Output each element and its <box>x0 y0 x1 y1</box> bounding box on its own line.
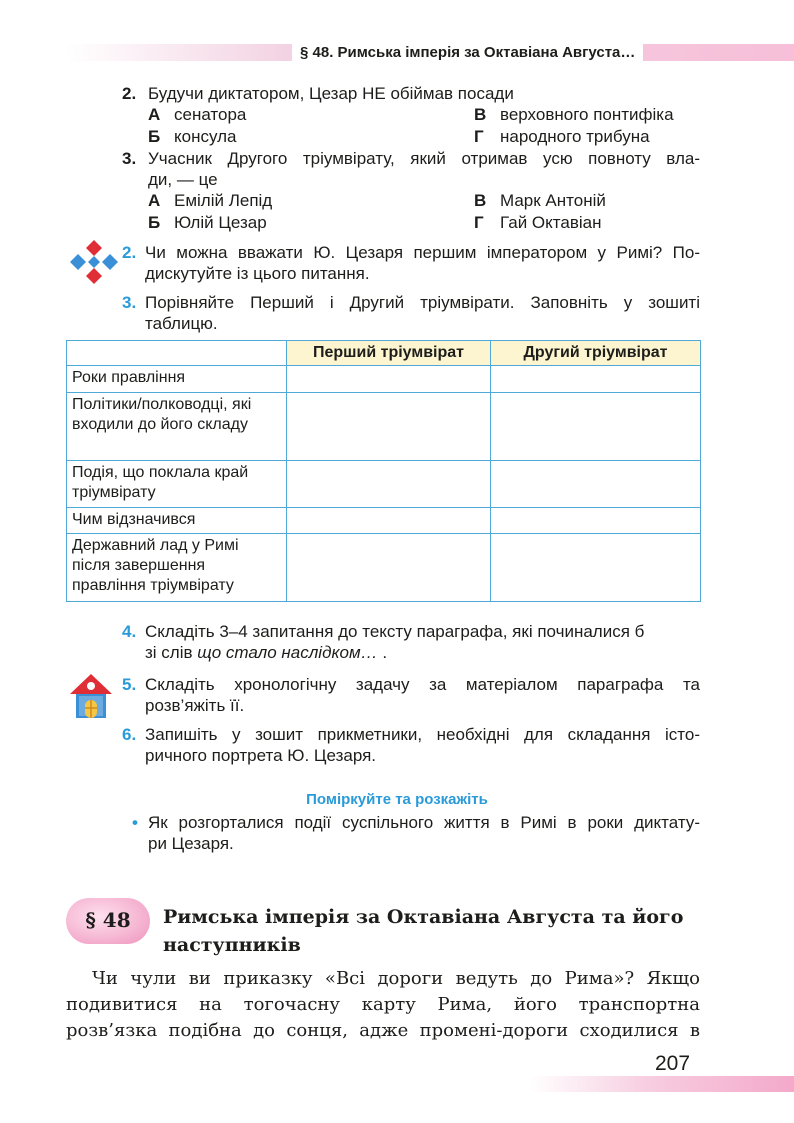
diamond-cluster-icon <box>64 238 120 286</box>
table-header-row <box>67 341 701 366</box>
task-number: 3. <box>122 293 137 312</box>
table-cell <box>491 393 701 461</box>
table-cell <box>287 393 491 461</box>
answer-option: Б Юлій Цезар <box>148 213 267 232</box>
answer-option: Г Гай Октавіан <box>474 213 602 232</box>
body-line: розв’язка подібна до сонця, адже промені-дороги сходилися в <box>66 1020 700 1041</box>
table-row-label: Державний лад у Римі після завершення правління тріумвірату <box>67 534 287 602</box>
task-text: Чи можна вважати Ю. Цезаря першим імператором у Римі? По- <box>145 243 700 262</box>
discussion-text: ри Цезаря. <box>148 834 234 853</box>
paragraph-title-line: Римська імперія за Октавіана Августа та його <box>163 906 684 928</box>
table-row-label: Чим відзначився <box>67 508 287 534</box>
task-text: дискутуйте із цього питання. <box>145 264 370 283</box>
task-number: 4. <box>122 622 137 641</box>
page-number: 207 <box>655 1052 691 1075</box>
table-header-cell: Перший тріумвірат <box>287 341 491 366</box>
task-text: Порівняйте Перший і Другий тріумвірати. Заповніть у зошиті <box>145 293 700 312</box>
answer-option: А Емілій Лепід <box>148 191 273 210</box>
table-cell <box>491 461 701 508</box>
task-text: Складіть 3–4 запитання до тексту параграфа, які починалися б <box>145 622 645 641</box>
question-text: Учасник Другого тріумвірату, який отримав усю повноту вла- <box>148 149 700 168</box>
table-row <box>67 366 701 393</box>
task-text: Складіть хронологічну задачу за матеріалом параграфа та <box>145 675 700 694</box>
answer-option: Б консула <box>148 127 237 146</box>
answer-option: А сенатора <box>148 105 247 124</box>
paragraph-number: § 48 <box>85 908 131 932</box>
table-cell <box>287 508 491 534</box>
table-cell <box>287 366 491 393</box>
body-line: подивитися на тогочасну карту Рима, його транспортна <box>66 994 700 1015</box>
bullet-marker: • <box>132 813 138 832</box>
table-row-label: Політики/полководці, які входили до його складу <box>67 393 287 461</box>
section-heading: Поміркуйте та розкажіть <box>306 791 488 808</box>
task-text: Запишіть у зошит прикметники, необхідні для складання істо- <box>145 725 700 744</box>
task-number: 2. <box>122 243 137 262</box>
paragraph-title-line: наступників <box>163 934 301 956</box>
question-text: Будучи диктатором, Цезар НЕ обіймав посади <box>148 84 514 103</box>
task-number: 5. <box>122 675 137 694</box>
table-row <box>67 461 701 508</box>
house-icon <box>68 672 114 720</box>
table-row <box>67 393 701 461</box>
body-line: Чи чули ви приказку «Всі дороги ведуть до Рима»? Якщо <box>92 968 700 989</box>
answer-option: В верховного понтифіка <box>474 105 674 124</box>
table-header-cell: Другий тріумвірат <box>491 341 701 366</box>
footer-decor-bar <box>530 1076 794 1092</box>
table-cell <box>287 534 491 602</box>
discussion-text: Як розгорталися події суспільного життя в Римі в роки диктату- <box>148 813 700 832</box>
running-title: § 48. Римська імперія за Октавіана Августа… <box>292 44 643 61</box>
question-text: ди, — це <box>148 170 218 189</box>
comparison-table <box>66 340 701 602</box>
question-number: 2. <box>122 84 137 103</box>
task-text: таблицю. <box>145 314 218 333</box>
paragraph-badge <box>66 898 150 944</box>
task-text: розв’яжіть її. <box>145 696 245 715</box>
answer-option: Г народного трибуна <box>474 127 650 146</box>
question-number: 3. <box>122 149 137 168</box>
table-cell <box>491 366 701 393</box>
table-cell <box>287 461 491 508</box>
table-row-label: Роки правління <box>67 366 287 393</box>
table-header-cell <box>67 341 287 366</box>
table-row-label: Подія, що поклала край тріумвірату <box>67 461 287 508</box>
table-row <box>67 508 701 534</box>
table-cell <box>491 508 701 534</box>
answer-option: В Марк Антоній <box>474 191 606 210</box>
paragraph-title <box>163 903 723 959</box>
table-row <box>67 534 701 602</box>
task-text: ричного портрета Ю. Цезаря. <box>145 746 377 765</box>
task-text: зі слів що стало наслідком… . <box>145 643 388 662</box>
task-number: 6. <box>122 725 137 744</box>
table-cell <box>491 534 701 602</box>
